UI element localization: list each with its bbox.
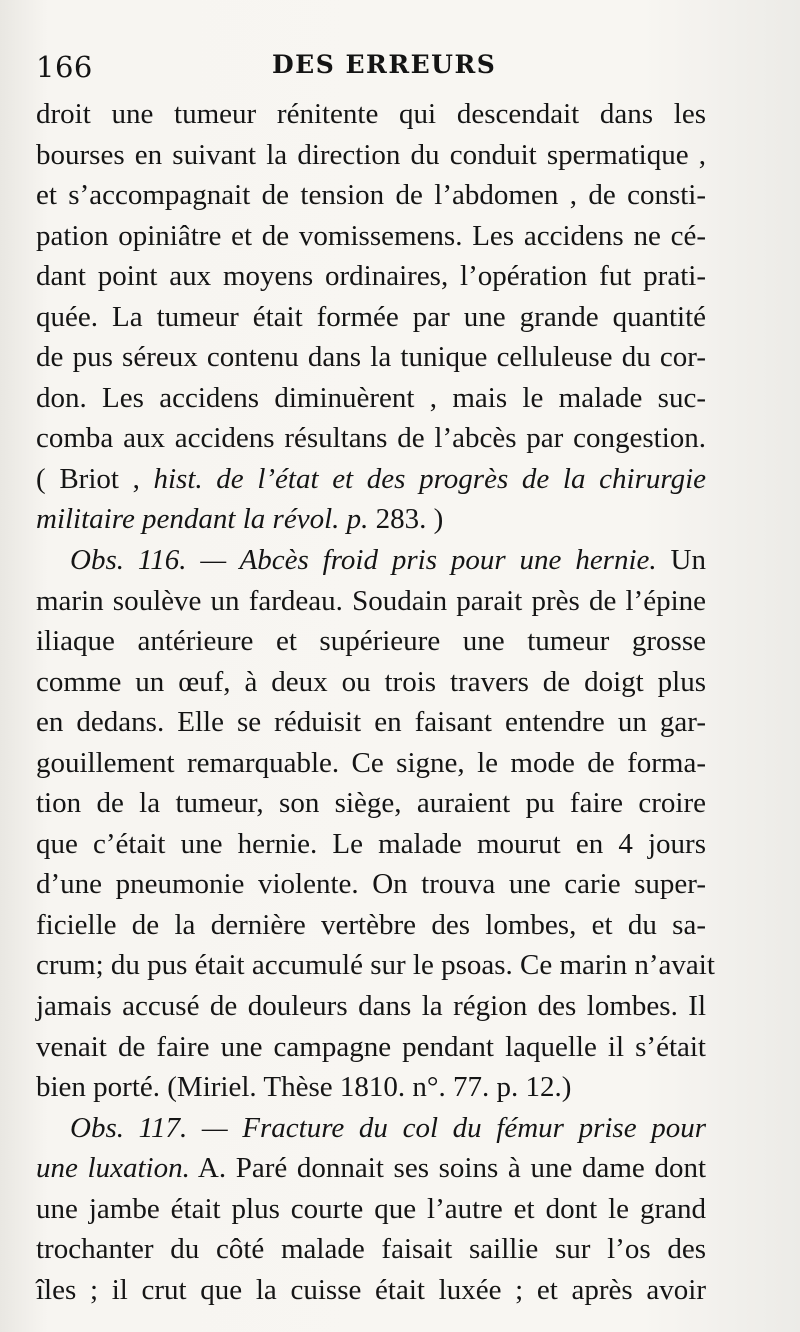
text-line: droit une tumeur rénitente qui descendait dans les bbox=[36, 98, 706, 130]
text-line: trochanter du côté malade faisait saillie sur l’os des bbox=[36, 1233, 706, 1266]
text-line: jamais accusé de douleurs dans la région des lombes. Il bbox=[36, 990, 706, 1023]
text-line: dant point aux moyens ordinaires, l’opération fut prati- bbox=[36, 260, 706, 293]
text-line: comme un œuf, à deux ou trois travers de doigt plus bbox=[36, 665, 706, 698]
text-line: ficielle de la dernière vertèbre des lombes, et du sa- bbox=[36, 908, 706, 941]
text-line: venait de faire une campagne pendant laquelle il s’était bbox=[36, 1030, 706, 1063]
text-line: que c’était une hernie. Le malade mourut en 4 jours bbox=[36, 827, 706, 860]
text-line: en dedans. Elle se réduisit en faisant entendre un gar- bbox=[36, 706, 706, 739]
citation-line: ( Briot , hist. de l’état et des progrès de la chirurgie bbox=[36, 462, 706, 495]
text-line: et s’accompagnait de tension de l’abdomen , de consti- bbox=[36, 179, 706, 212]
text-line: bien porté. (Miriel. Thèse 1810. n°. 77. p. 12.) bbox=[36, 1071, 572, 1104]
running-head: DES ERREURS bbox=[272, 50, 497, 79]
text-line: don. Les accidens diminuèrent , mais le malade suc- bbox=[36, 381, 706, 414]
observation-heading: Obs. 116. — Abcès froid pris pour une hernie. Un bbox=[70, 544, 706, 577]
text-line: gouillement remarquable. Ce signe, le mode de forma- bbox=[36, 746, 706, 779]
text-line: crum; du pus était accumulé sur le psoas. Ce marin n’avait bbox=[36, 949, 715, 982]
text-line: une luxation. A. Paré donnait ses soins à une dame dont bbox=[36, 1152, 706, 1185]
text-line: d’une pneumonie violente. On trouva une carie super- bbox=[36, 868, 706, 901]
text-line: quée. La tumeur était formée par une grande quantité bbox=[36, 300, 706, 333]
text-line: une jambe était plus courte que l’autre et dont le grand bbox=[36, 1192, 706, 1225]
text-line: iliaque antérieure et supérieure une tumeur grosse bbox=[36, 625, 706, 658]
text-line: îles ; il crut que la cuisse était luxée ; et après avoir bbox=[36, 1273, 706, 1306]
text-line: pation opiniâtre et de vomissemens. Les accidens ne cé- bbox=[36, 219, 706, 252]
text-line: tion de la tumeur, son siège, auraient pu faire croire bbox=[36, 787, 706, 820]
citation-line: militaire pendant la révol. p. 283. ) bbox=[36, 503, 444, 536]
observation-heading: Obs. 117. — Fracture du col du fémur prise pour bbox=[70, 1111, 706, 1144]
text-line: bourses en suivant la direction du conduit spermatique , bbox=[36, 138, 706, 171]
page-header bbox=[36, 44, 756, 94]
page-number: 166 bbox=[36, 50, 93, 84]
text-line: de pus séreux contenu dans la tunique celluleuse du cor- bbox=[36, 341, 706, 374]
text-line: comba aux accidens résultans de l’abcès par congestion. bbox=[36, 422, 706, 455]
text-line: marin soulève un fardeau. Soudain parait près de l’épine bbox=[36, 584, 706, 617]
body-text bbox=[36, 94, 715, 1310]
